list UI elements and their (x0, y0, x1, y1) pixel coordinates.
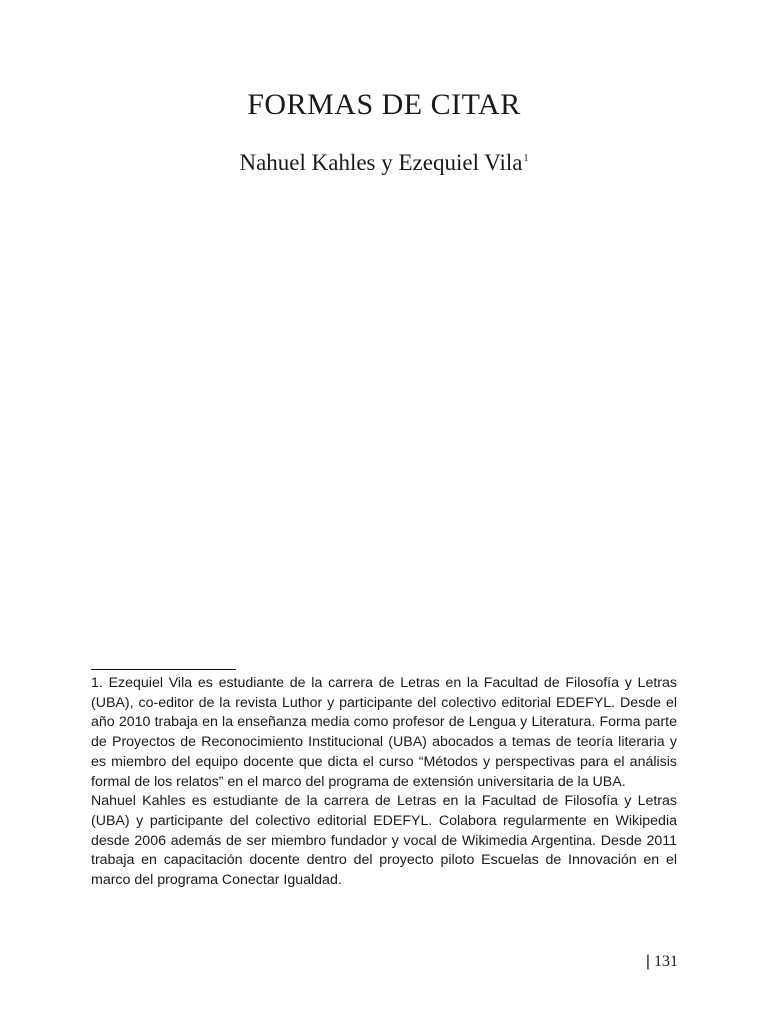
page-number-separator: | (645, 953, 650, 970)
footnotes-block (91, 674, 677, 891)
footnote-nahuel-kahles: Nahuel Kahles es estudiante de la carrera de Letras en la Facultad de Filosofía y Letras (UBA) y participante del colectivo editorial EDEFYL. Colabora regularmente en Wikipedia desde 2006 además de ser miembro fundador y vocal de Wikimedia Argentina. Desde 2011 trabaja en capacitación docente dentro del proyecto piloto Escuelas de Innovación en el marco del programa Conectar Igualdad. (91, 793, 677, 889)
authors-text: Nahuel Kahles y Ezequiel Vila (239, 150, 523, 175)
chapter-title: FORMAS DE CITAR (247, 88, 521, 121)
chapter-authors (0, 150, 768, 176)
footnote-marker: 1 (523, 153, 529, 164)
footnote-ezequiel-vila: 1. Ezequiel Vila es estudiante de la carrera de Letras en la Facultad de Filosofía y Letras (UBA), co-editor de la revista Luthor y participante del colectivo editorial EDEFYL. Desde el año 2010 trabaja en la enseñanza media como profesor de Lengua y Literatura. Forma parte de Proyectos de Reconocimiento Institucional (UBA) abocados a temas de teoría literaria y es miembro del equipo docente que dicta el curso “Métodos y perspectivas para el análisis formal de los relatos” en el marco del programa de extensión universitaria de la UBA. (91, 675, 677, 790)
page-number-value: 131 (654, 953, 678, 970)
footnote-separator-rule (91, 669, 236, 670)
page-number (646, 953, 678, 971)
